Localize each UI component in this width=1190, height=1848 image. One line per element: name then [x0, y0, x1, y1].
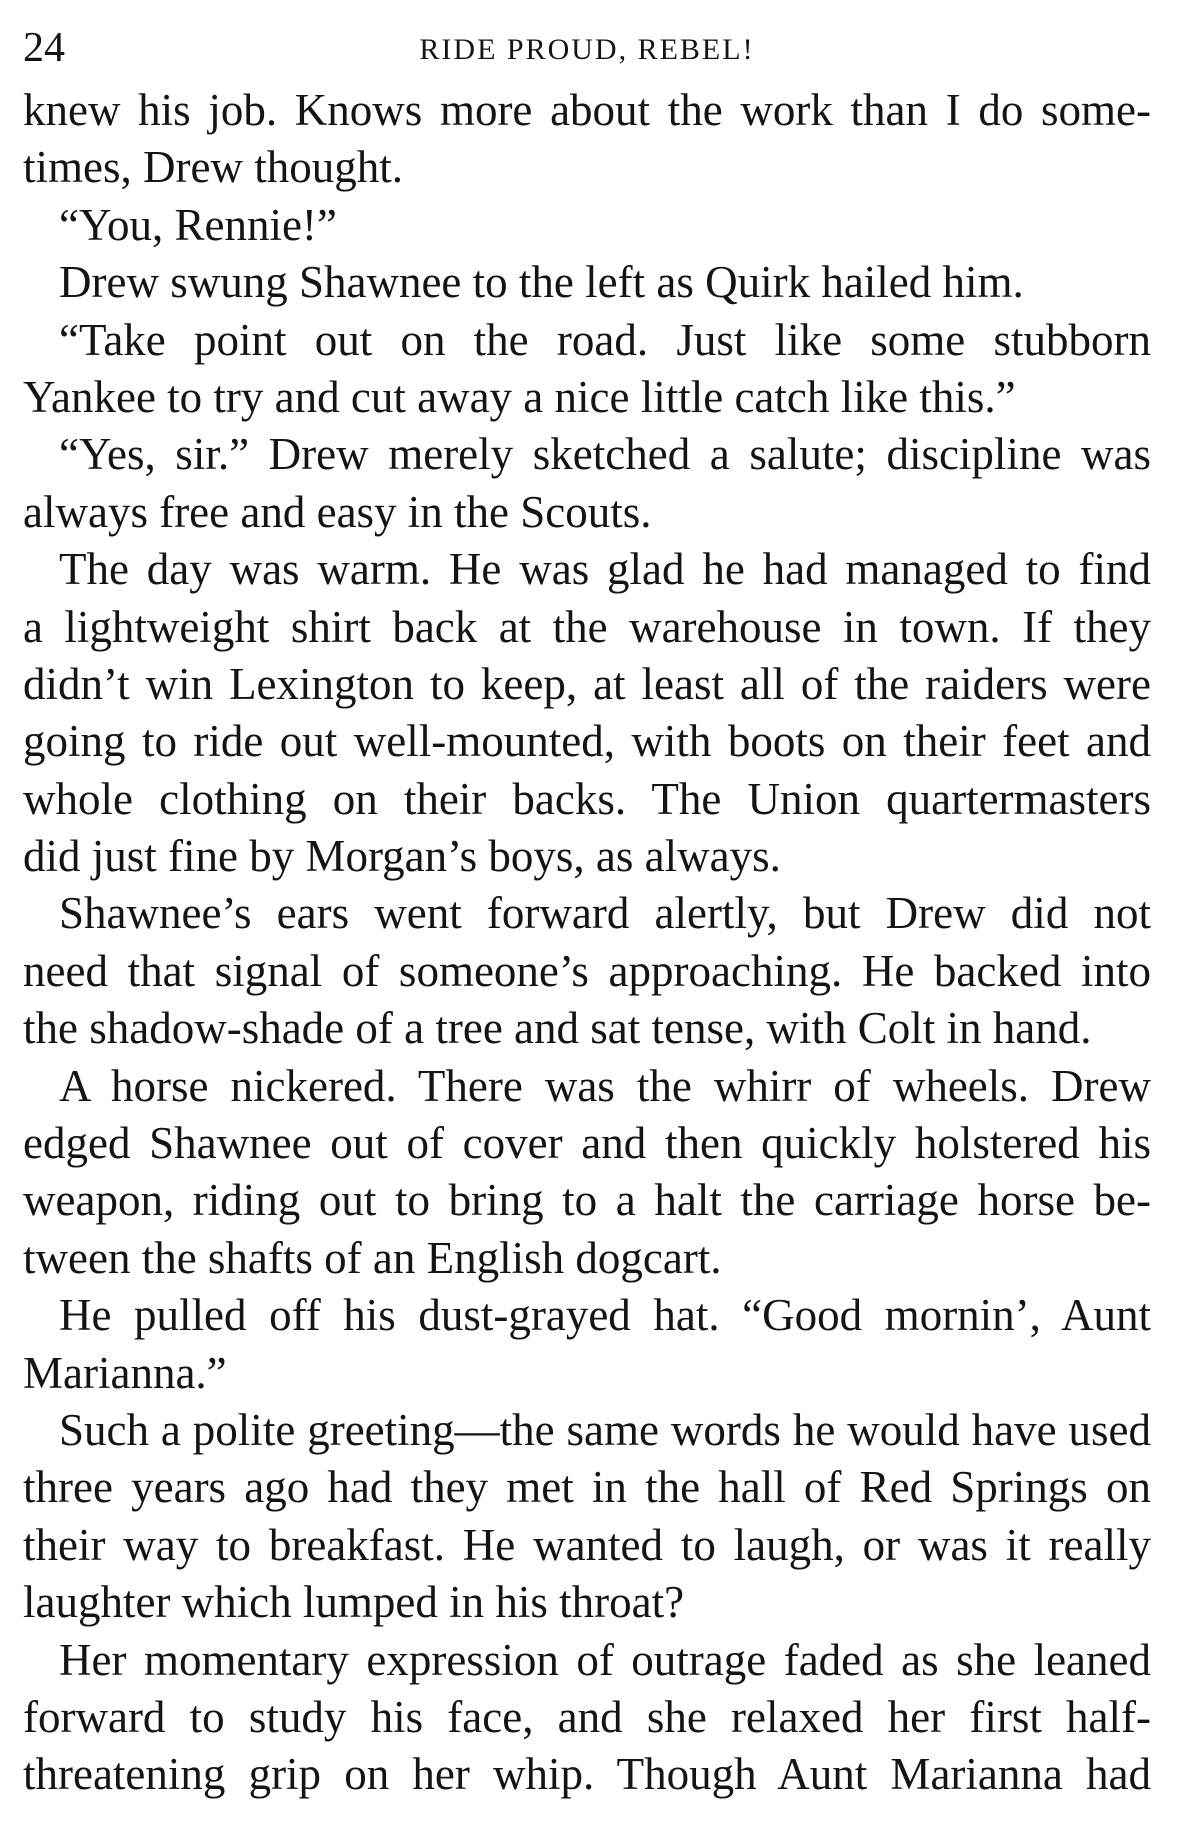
- text-line: always free and easy in the Scouts.: [23, 486, 652, 537]
- text-line: “Yes, sir.” Drew merely sketched a salute; discipline was: [59, 429, 1151, 480]
- text-line: times, Drew thought.: [23, 142, 403, 193]
- text-line: knew his job. Knows more about the work than I do some-: [23, 85, 1151, 135]
- text-line: He pulled off his dust-grayed hat. “Good mornin’, Aunt: [59, 1290, 1151, 1341]
- text-line: Shawnee’s ears went forward alertly, but Drew did not: [59, 888, 1151, 939]
- text-line: tween the shafts of an English dogcart.: [23, 1232, 722, 1283]
- text-line: three years ago had they met in the hall of Red Springs on: [23, 1462, 1151, 1513]
- text-line: “You, Rennie!”: [59, 199, 337, 250]
- text-line: weapon, riding out to bring to a halt the carriage horse be-: [23, 1175, 1151, 1226]
- body-text: [23, 82, 1151, 1804]
- text-line: laughter which lumped in his throat?: [23, 1577, 685, 1628]
- text-line: Such a polite greeting—the same words he would have used: [59, 1404, 1151, 1455]
- text-line: Marianna.”: [23, 1347, 227, 1398]
- running-head: RIDE PROUD, REBEL!: [419, 33, 755, 66]
- text-line: did just fine by Morgan’s boys, as always.: [23, 831, 781, 882]
- text-line: Yankee to try and cut away a nice little catch like this.”: [23, 371, 1016, 422]
- text-line: whole clothing on their backs. The Union quartermasters: [23, 773, 1151, 824]
- text-line: edged Shawnee out of cover and then quickly holstered his: [23, 1118, 1151, 1169]
- text-line: didn’t win Lexington to keep, at least all of the raiders were: [23, 658, 1151, 709]
- page-header: [23, 20, 1151, 80]
- text-line: a lightweight shirt back at the warehouse in town. If they: [23, 601, 1151, 652]
- text-line: their way to breakfast. He wanted to laugh, or was it really: [23, 1519, 1151, 1570]
- text-line: the shadow-shade of a tree and sat tense, with Colt in hand.: [23, 1003, 1092, 1054]
- page-number: 24: [23, 25, 65, 71]
- text-line: “Take point out on the road. Just like some stubborn: [59, 314, 1151, 365]
- text-line: threatening grip on her whip. Though Aunt Marianna had: [23, 1749, 1151, 1800]
- text-line: The day was warm. He was glad he had managed to find: [59, 544, 1151, 595]
- text-line: A horse nickered. There was the whirr of wheels. Drew: [59, 1060, 1151, 1111]
- text-line: Her momentary expression of outrage faded as she leaned: [59, 1634, 1151, 1685]
- text-line: need that signal of someone’s approaching. He backed into: [23, 945, 1151, 996]
- text-line: going to ride out well-mounted, with boots on their feet and: [23, 716, 1151, 767]
- text-line: forward to study his face, and she relaxed her first half-: [23, 1691, 1151, 1742]
- text-line: Drew swung Shawnee to the left as Quirk hailed him.: [59, 257, 1024, 308]
